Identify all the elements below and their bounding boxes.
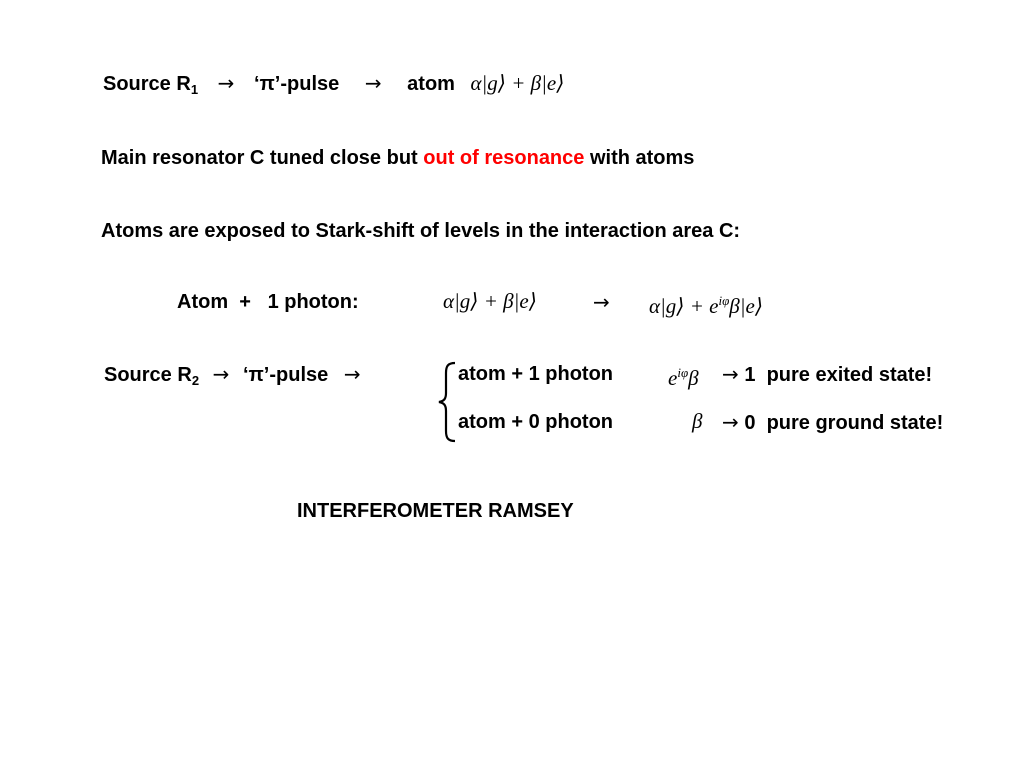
branch-one-formula-base: e [668,366,678,390]
source-r1-subscript: 1 [190,82,199,97]
phase-formula-superscript: iφ [718,293,730,308]
phase-formula-part-a: α|g⟩ + e [649,294,719,318]
arrow-icon: → [212,362,230,386]
arrow-icon: → [343,362,361,386]
arrow-icon: → [217,71,235,95]
arrow-icon: → [722,410,739,434]
branch-one-result: 1 pure exited state! [744,364,933,386]
branch-one-label: atom + 1 photon [458,363,613,385]
superposition-formula: α|g⟩ + β|e⟩ [470,71,565,95]
source-r1-label: Source R [103,73,191,95]
phase-formula-part-b: β|e⟩ [729,294,764,318]
interferometer-title: INTERFEROMETER RAMSEY [297,500,574,522]
branch-one-formula [668,361,699,390]
branch-one-formula-beta: β [688,366,699,390]
arrow-icon: → [364,71,382,95]
stark-shift-text: Atoms are exposed to Stark-shift of levels in the interaction area C: [101,220,741,242]
with-atoms-text: with atoms [584,147,695,169]
branch-zero-result-line [722,410,943,435]
initial-state-formula: α|g⟩ + β|e⟩ [443,289,537,313]
branch-one-formula-superscript: iφ [677,365,689,380]
arrow-icon: → [722,362,739,386]
stark-shift-line [101,219,740,243]
atom-photon-label: Atom + 1 photon: [177,291,359,313]
branch-zero-label: atom + 0 photon [458,411,613,433]
phase-shifted-formula [649,289,763,318]
source-r2-subscript: 2 [191,373,200,388]
source-r1-line [103,71,564,96]
branch-zero-result: 0 pure ground state! [744,412,944,434]
curly-brace-icon [437,361,459,443]
pi-pulse-label: ‘π’-pulse [253,73,340,95]
branch-one-result-line [722,362,932,387]
resonator-line [101,146,694,170]
source-r2-line [104,362,361,387]
out-of-resonance-highlight: out of resonance [423,147,585,169]
atom-photon-line [177,290,359,314]
branch-zero-formula: β [692,409,703,433]
branch-one-photon [458,362,613,386]
branch-zero-photon [458,410,613,434]
atom-label: atom [407,73,455,95]
arrow-icon: → [593,290,610,314]
pi-pulse-label: ‘π’-pulse [242,364,329,386]
resonator-text: Main resonator C tuned close but [101,147,424,169]
source-r2-label: Source R [104,364,192,386]
